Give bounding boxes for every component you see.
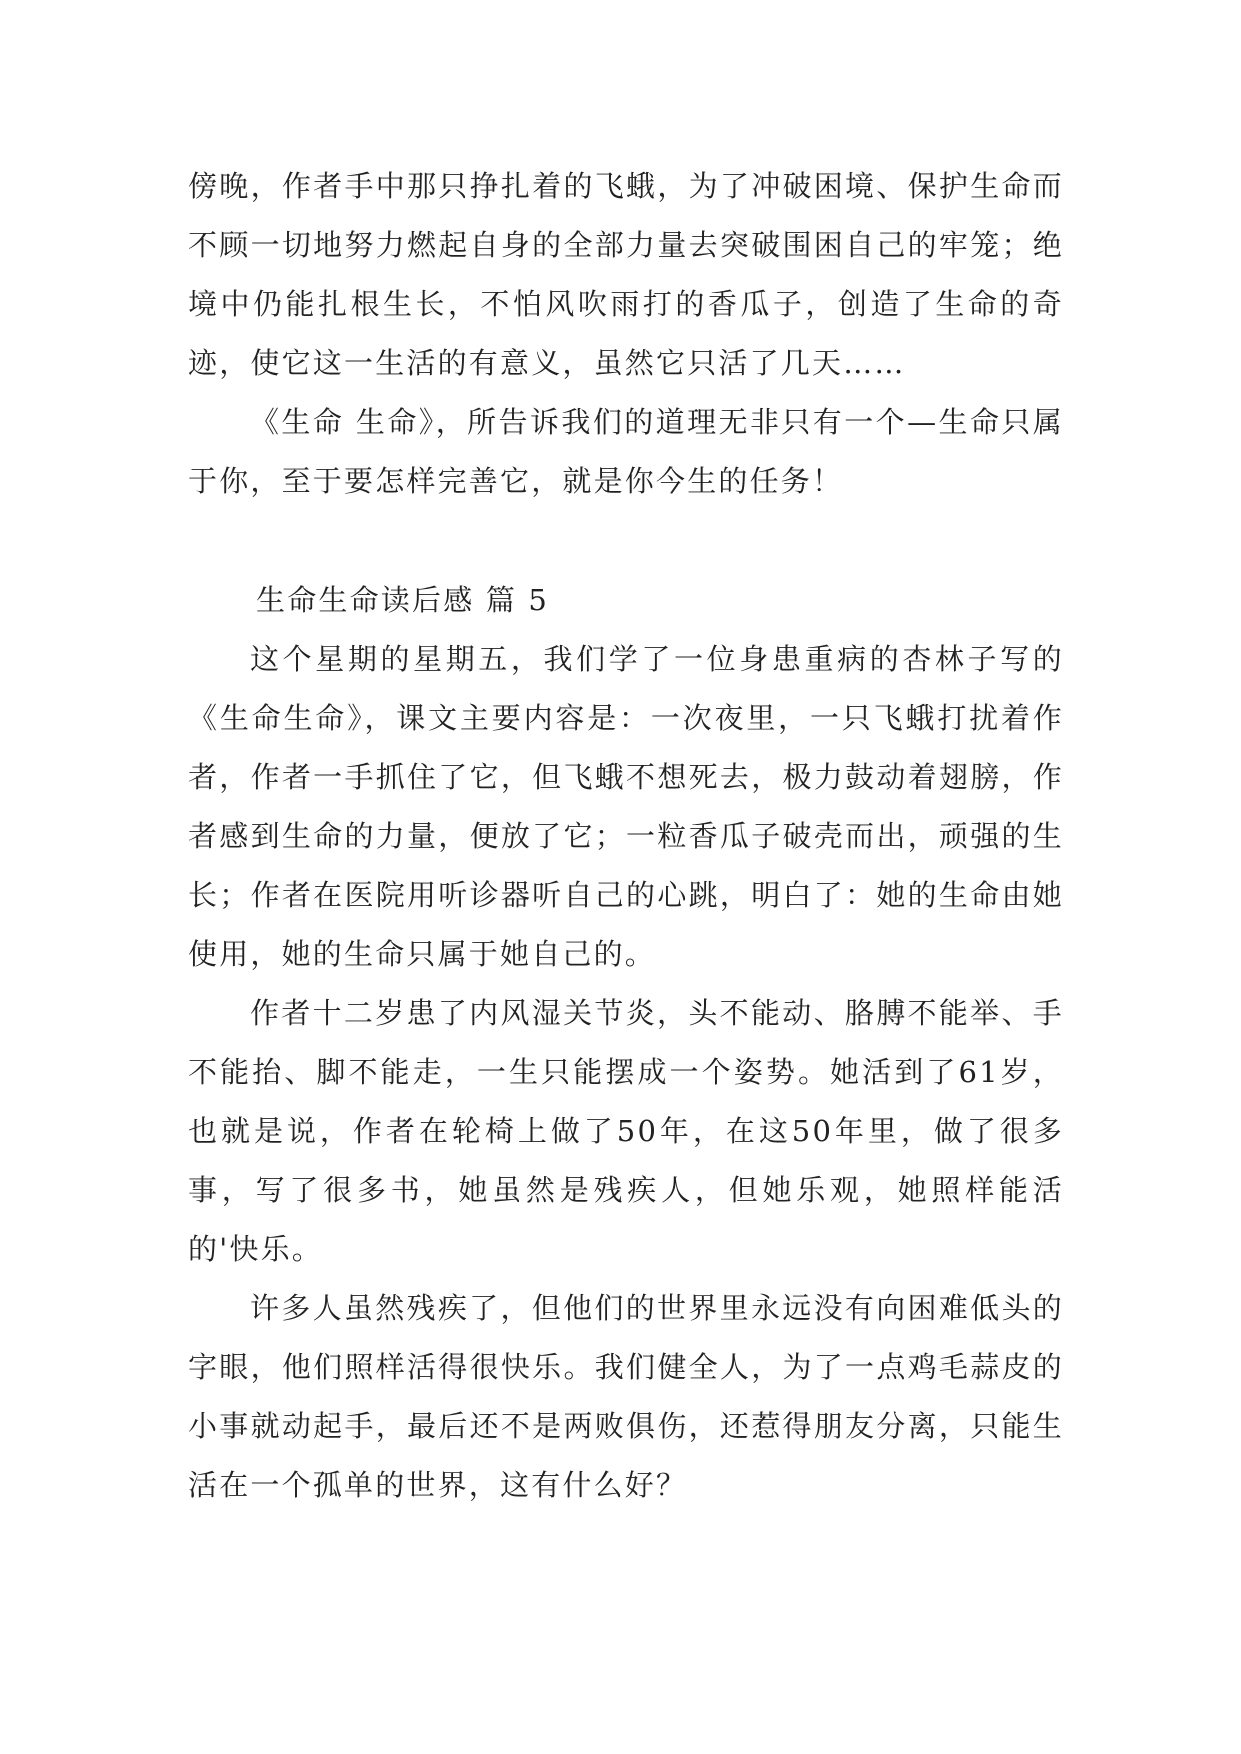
paragraph-moth-continuation: 傍晚，作者手中那只挣扎着的飞蛾，为了冲破困境、保护生命而不顾一切地努力燃起自身的全部力量去突破围困自己的牢笼；绝境中仍能扎根生长，不怕风吹雨打的香瓜子，创造了生命的奇迹，使它这一生活的有意义，虽然它只活了几天…… <box>188 169 1064 380</box>
paragraph-conclusion: 《生命 生命》，所告诉我们的道理无非只有一个—生命只属于你，至于要怎样完善它，就是你今生的任务！ <box>188 405 1064 498</box>
paragraph-author-life: 作者十二岁患了内风湿关节炎，头不能动、胳膊不能举、手不能抬、脚不能走，一生只能摆成一个姿势。她活到了61岁，也就是说，作者在轮椅上做了50年，在这50年里，做了很多事，写了很多书，她虽然是残疾人，但她乐观，她照样能活的'快乐。 <box>188 996 1064 1266</box>
paragraph-summary: 这个星期的星期五，我们学了一位身患重病的杏林子写的《生命生命》，课文主要内容是：一次夜里，一只飞蛾打扰着作者，作者一手抓住了它，但飞蛾不想死去，极力鼓动着翅膀，作者感到生命的力量，便放了它；一粒香瓜子破壳而出，顽强的生长；作者在医院用听诊器听自己的心跳，明白了：她的生命由她使用，她的生命只属于她自己的。 <box>188 642 1064 971</box>
document-page <box>188 157 1064 1515</box>
paragraph-reflection: 许多人虽然残疾了，但他们的世界里永远没有向困难低头的字眼，他们照样活得很快乐。我们健全人，为了一点鸡毛蒜皮的小事就动起手，最后还不是两败俱伤，还惹得朋友分离，只能生活在一个孤单的世界，这有什么好？ <box>188 1291 1064 1502</box>
section-heading: 生命生命读后感 篇 5 <box>256 583 550 617</box>
